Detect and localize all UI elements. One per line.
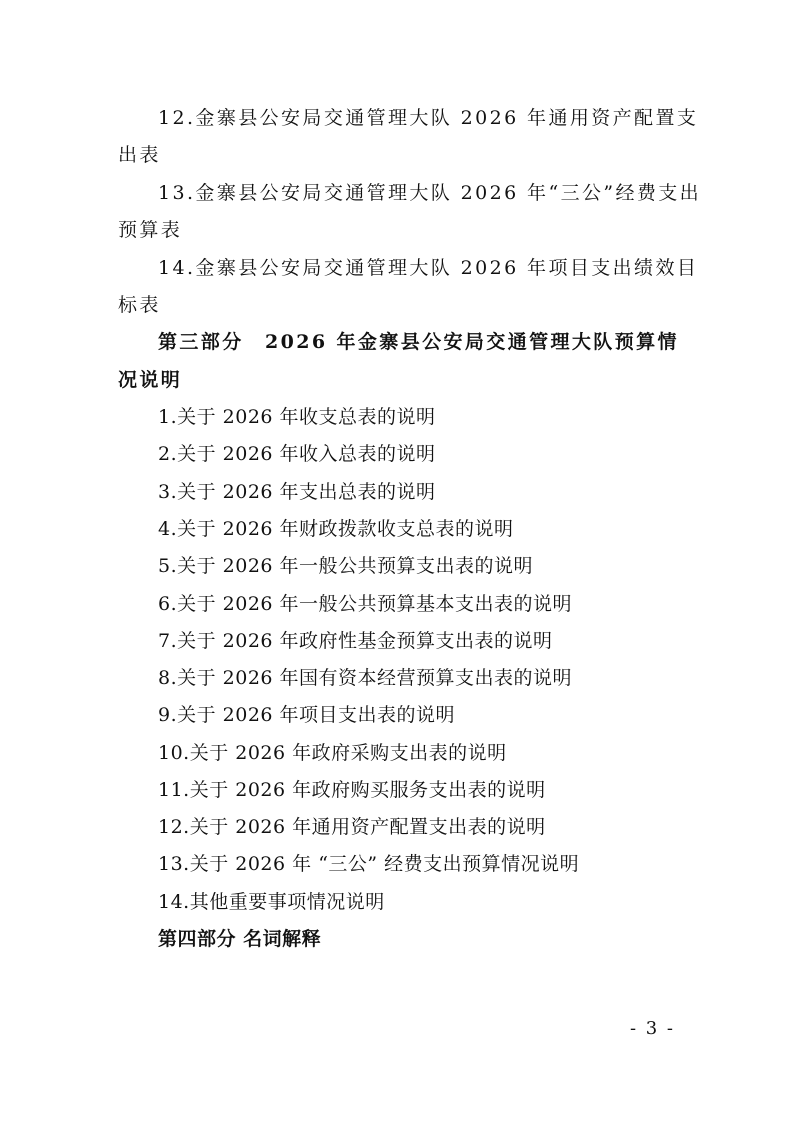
part3-item-4: 4.关于 2026 年财政拨款收支总表的说明 (158, 518, 514, 540)
section-heading-part3-line2: 况说明 (118, 369, 183, 391)
list-item-12-line2: 出表 (118, 144, 161, 166)
part3-item-2: 2.关于 2026 年收入总表的说明 (158, 443, 436, 465)
list-item-14-line2: 标表 (118, 294, 161, 316)
part3-item-3: 3.关于 2026 年支出总表的说明 (158, 481, 436, 503)
part3-item-8: 8.关于 2026 年国有资本经营预算支出表的说明 (158, 667, 573, 689)
section-heading-part4: 第四部分 名词解释 (158, 928, 322, 950)
page-number: - 3 - (629, 1018, 675, 1039)
part3-item-7: 7.关于 2026 年政府性基金预算支出表的说明 (158, 630, 553, 652)
list-item-14-line1: 14.金寨县公安局交通管理大队 2026 年项目支出绩效目 (158, 257, 699, 279)
part3-item-12: 12.关于 2026 年通用资产配置支出表的说明 (158, 816, 546, 838)
part3-item-10: 10.关于 2026 年政府采购支出表的说明 (158, 742, 507, 764)
part3-item-5: 5.关于 2026 年一般公共预算支出表的说明 (158, 555, 534, 577)
part3-item-11: 11.关于 2026 年政府购买服务支出表的说明 (158, 779, 546, 801)
list-item-13-line2: 预算表 (118, 219, 183, 241)
part3-item-1: 1.关于 2026 年收支总表的说明 (158, 406, 436, 428)
list-item-12-line1: 12.金寨县公安局交通管理大队 2026 年通用资产配置支 (158, 107, 699, 129)
list-item-13-line1: 13.金寨县公安局交通管理大队 2026 年“三公”经费支出 (158, 182, 702, 204)
part3-item-9: 9.关于 2026 年项目支出表的说明 (158, 704, 456, 726)
part3-item-6: 6.关于 2026 年一般公共预算基本支出表的说明 (158, 593, 573, 615)
part3-item-14: 14.其他重要事项情况说明 (158, 891, 385, 913)
part3-item-13: 13.关于 2026 年 “三公” 经费支出预算情况说明 (158, 853, 580, 875)
section-heading-part3-line1: 第三部分 2026 年金寨县公安局交通管理大队预算情 (158, 331, 679, 353)
